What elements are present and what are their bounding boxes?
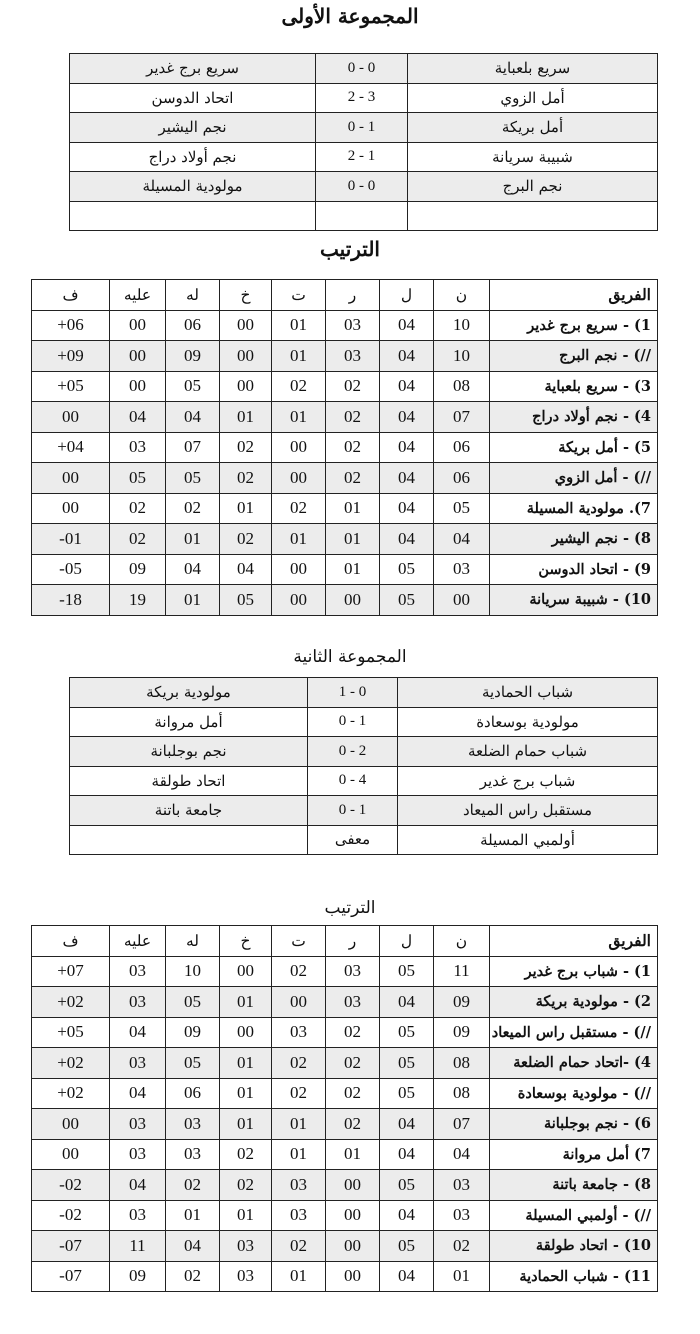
group2-standings-title: الترتيب [324,898,376,918]
standings-cell-lah: 09 [166,1017,220,1048]
standings-cell-lah: 04 [166,1231,220,1262]
standings-cell-f: 05- [32,554,110,585]
standings-cell-team: 4) - نجم أولاد دراج [490,402,658,433]
match-row [70,113,658,143]
match-row [70,678,658,708]
standings-cell-n: 01 [434,1261,490,1292]
standings-header-cell: ن [434,280,490,311]
match-score [316,201,408,231]
standings-cell-n: 09 [434,1017,490,1048]
standings-cell-alayh: 03 [110,1109,166,1140]
standings-cell-team: 5) - أمل بريكة [490,432,658,463]
standings-cell-n: 06 [434,463,490,494]
standings-cell-f: 06+ [32,310,110,341]
standings-cell-l: 04 [380,493,434,524]
standings-cell-kh: 02 [220,524,272,555]
standings-row [32,585,658,616]
standings-header-cell: ت [272,280,326,311]
match-home: سريع بلعباية [408,54,658,84]
standings-cell-l: 05 [380,1170,434,1201]
standings-cell-f: 04+ [32,432,110,463]
standings-cell-f: 00 [32,1139,110,1170]
match-home [408,201,658,231]
standings-cell-n: 08 [434,371,490,402]
standings-cell-r: 02 [326,1048,380,1079]
standings-cell-f: 07- [32,1231,110,1262]
standings-cell-lah: 01 [166,585,220,616]
standings-cell-lah: 05 [166,463,220,494]
standings-cell-kh: 01 [220,1048,272,1079]
standings-cell-kh: 01 [220,1200,272,1231]
standings-cell-r: 02 [326,463,380,494]
standings-cell-t: 01 [272,341,326,372]
standings-cell-t: 02 [272,956,326,987]
match-home: مستقبل راس الميعاد [398,796,658,826]
standings-cell-kh: 01 [220,1109,272,1140]
match-home: شباب برج غدير [398,766,658,796]
standings-cell-team: //) - مستقبل راس الميعاد [490,1017,658,1048]
standings-cell-t: 02 [272,371,326,402]
match-score: معفى [308,825,398,855]
standings-cell-lah: 05 [166,1048,220,1079]
standings-cell-alayh: 02 [110,524,166,555]
match-away: مولودية المسيلة [70,172,316,202]
standings-cell-n: 06 [434,432,490,463]
standings-cell-r: 01 [326,524,380,555]
standings-cell-r: 03 [326,341,380,372]
standings-cell-l: 05 [380,585,434,616]
standings-cell-r: 00 [326,585,380,616]
standings-cell-alayh: 04 [110,1170,166,1201]
standings-cell-l: 04 [380,341,434,372]
standings-row [32,432,658,463]
standings-cell-r: 02 [326,402,380,433]
standings-cell-alayh: 11 [110,1231,166,1262]
standings-cell-kh: 01 [220,493,272,524]
standings-header-cell: عليه [110,926,166,957]
standings-cell-f: 02- [32,1200,110,1231]
standings-cell-l: 04 [380,310,434,341]
standings-cell-t: 00 [272,432,326,463]
standings-cell-f: 02+ [32,987,110,1018]
group1-matches-table [69,53,658,231]
standings-cell-r: 03 [326,310,380,341]
match-row [70,172,658,202]
standings-header-cell: ر [326,926,380,957]
standings-header-cell: الفريق [490,280,658,311]
standings-cell-f: 02- [32,1170,110,1201]
standings-cell-f: 02+ [32,1078,110,1109]
standings-cell-kh: 05 [220,585,272,616]
standings-cell-t: 01 [272,1261,326,1292]
standings-cell-l: 04 [380,1261,434,1292]
standings-cell-l: 05 [380,956,434,987]
standings-cell-n: 07 [434,402,490,433]
standings-cell-alayh: 04 [110,1017,166,1048]
standings-row [32,1231,658,1262]
standings-cell-f: 02+ [32,1048,110,1079]
standings-cell-r: 00 [326,1261,380,1292]
standings-cell-team: 2) - مولودية بريكة [490,987,658,1018]
standings-header-cell: ل [380,926,434,957]
standings-cell-r: 02 [326,1078,380,1109]
match-row [70,796,658,826]
standings-cell-kh: 02 [220,432,272,463]
standings-row [32,524,658,555]
standings-cell-f: 05+ [32,1017,110,1048]
standings-cell-alayh: 03 [110,1048,166,1079]
standings-cell-n: 09 [434,987,490,1018]
standings-cell-alayh: 03 [110,987,166,1018]
standings-cell-r: 01 [326,1139,380,1170]
standings-cell-team: //) - أمل الزوي [490,463,658,494]
standings-header-cell: ف [32,926,110,957]
standings-cell-t: 02 [272,1231,326,1262]
standings-cell-alayh: 03 [110,432,166,463]
standings-cell-t: 02 [272,493,326,524]
standings-cell-n: 10 [434,341,490,372]
standings-cell-alayh: 03 [110,1139,166,1170]
match-score: 4 - 0 [308,766,398,796]
standings-cell-lah: 04 [166,402,220,433]
group1-title: المجموعة الأولى [281,4,419,28]
match-away: نجم أولاد دراج [70,142,316,172]
standings-cell-team: 1) - سريع برج غدير [490,310,658,341]
group2-matches-table [69,677,658,855]
standings-header-cell: ر [326,280,380,311]
standings-cell-l: 04 [380,1139,434,1170]
standings-cell-l: 04 [380,524,434,555]
standings-cell-lah: 04 [166,554,220,585]
standings-header-cell: خ [220,926,272,957]
standings-cell-t: 01 [272,1139,326,1170]
standings-header-cell: عليه [110,280,166,311]
standings-cell-t: 03 [272,1200,326,1231]
standings-cell-n: 03 [434,1170,490,1201]
match-score: 1 - 2 [316,142,408,172]
standings-cell-lah: 06 [166,310,220,341]
standings-cell-lah: 02 [166,1261,220,1292]
match-score: 0 - 1 [308,678,398,708]
match-score: 1 - 0 [316,113,408,143]
standings-cell-kh: 00 [220,956,272,987]
standings-cell-l: 05 [380,1017,434,1048]
standings-cell-lah: 10 [166,956,220,987]
standings-cell-n: 07 [434,1109,490,1140]
standings-cell-team: 4) -اتحاد حمام الضلعة [490,1048,658,1079]
standings-cell-team: 1) - شباب برج غدير [490,956,658,987]
standings-cell-f: 00 [32,402,110,433]
standings-cell-team: //) - مولودية بوسعادة [490,1078,658,1109]
standings-cell-team: 11) - شباب الحمادية [490,1261,658,1292]
standings-row [32,987,658,1018]
standings-cell-team: 10) - شبيبة سريانة [490,585,658,616]
standings-cell-t: 00 [272,554,326,585]
match-away: جامعة باتنة [70,796,308,826]
standings-cell-f: 09+ [32,341,110,372]
group2-title: المجموعة الثانية [293,647,407,667]
standings-cell-team: //) - أولمبي المسيلة [490,1200,658,1231]
standings-cell-alayh: 04 [110,1078,166,1109]
standings-header-cell: ف [32,280,110,311]
standings-cell-l: 04 [380,432,434,463]
standings-cell-n: 04 [434,1139,490,1170]
standings-cell-lah: 07 [166,432,220,463]
standings-cell-l: 04 [380,987,434,1018]
standings-cell-lah: 01 [166,524,220,555]
match-row [70,766,658,796]
standings-cell-l: 04 [380,1109,434,1140]
standings-cell-t: 01 [272,524,326,555]
standings-row [32,371,658,402]
standings-cell-kh: 01 [220,987,272,1018]
match-away: اتحاد طولقة [70,766,308,796]
standings-cell-r: 00 [326,1170,380,1201]
standings-cell-kh: 00 [220,1017,272,1048]
standings-cell-team: 6) - نجم بوجلبانة [490,1109,658,1140]
standings-cell-l: 04 [380,402,434,433]
standings-header-cell: له [166,280,220,311]
standings-cell-n: 08 [434,1048,490,1079]
standings-cell-t: 01 [272,1109,326,1140]
standings-cell-alayh: 03 [110,956,166,987]
standings-cell-r: 02 [326,1017,380,1048]
standings-cell-l: 05 [380,554,434,585]
standings-cell-n: 05 [434,493,490,524]
standings-cell-f: 18- [32,585,110,616]
standings-cell-t: 02 [272,1078,326,1109]
standings-header-cell: ن [434,926,490,957]
standings-cell-r: 02 [326,371,380,402]
match-row [70,707,658,737]
standings-row [32,1261,658,1292]
standings-cell-f: 00 [32,1109,110,1140]
standings-header-cell: ت [272,926,326,957]
standings-cell-alayh: 09 [110,1261,166,1292]
standings-cell-alayh: 03 [110,1200,166,1231]
standings-header-cell: الفريق [490,926,658,957]
match-row [70,54,658,84]
standings-cell-lah: 03 [166,1109,220,1140]
standings-cell-t: 01 [272,310,326,341]
match-score: 2 - 0 [308,737,398,767]
match-away: أمل مروانة [70,707,308,737]
group2-standings-table [31,925,658,1292]
group1-standings-table [31,279,658,616]
standings-cell-team: 9) - اتحاد الدوسن [490,554,658,585]
standings-cell-t: 00 [272,585,326,616]
standings-cell-kh: 02 [220,1170,272,1201]
standings-cell-lah: 09 [166,341,220,372]
match-home: مولودية بوسعادة [398,707,658,737]
standings-row [32,310,658,341]
standings-cell-n: 08 [434,1078,490,1109]
standings-cell-t: 03 [272,1170,326,1201]
standings-cell-team: 8) - نجم اليشير [490,524,658,555]
match-score: 3 - 2 [316,83,408,113]
standings-cell-f: 07- [32,1261,110,1292]
standings-cell-t: 02 [272,1048,326,1079]
standings-row [32,956,658,987]
standings-cell-kh: 03 [220,1231,272,1262]
standings-header-cell: ل [380,280,434,311]
standings-cell-kh: 02 [220,463,272,494]
standings-cell-kh: 00 [220,310,272,341]
standings-cell-kh: 03 [220,1261,272,1292]
standings-cell-t: 00 [272,987,326,1018]
standings-cell-team: 8) - جامعة باتنة [490,1170,658,1201]
match-row [70,825,658,855]
standings-cell-kh: 04 [220,554,272,585]
standings-cell-n: 00 [434,585,490,616]
standings-cell-r: 00 [326,1200,380,1231]
standings-cell-lah: 01 [166,1200,220,1231]
standings-cell-f: 05+ [32,371,110,402]
match-score: 1 - 0 [308,707,398,737]
standings-row [32,1078,658,1109]
standings-row [32,402,658,433]
standings-row [32,1017,658,1048]
match-home: شباب الحمادية [398,678,658,708]
standings-cell-kh: 02 [220,1139,272,1170]
standings-cell-alayh: 02 [110,493,166,524]
standings-cell-f: 01- [32,524,110,555]
standings-cell-t: 00 [272,463,326,494]
standings-cell-r: 01 [326,554,380,585]
match-away [70,825,308,855]
standings-cell-team: 7). مولودية المسيلة [490,493,658,524]
standings-cell-r: 01 [326,493,380,524]
standings-cell-alayh: 19 [110,585,166,616]
match-away: سريع برج غدير [70,54,316,84]
match-row [70,83,658,113]
standings-cell-kh: 00 [220,371,272,402]
match-row [70,142,658,172]
standings-cell-team: 3) - سريع بلعباية [490,371,658,402]
standings-cell-n: 02 [434,1231,490,1262]
standings-row [32,1048,658,1079]
standings-cell-l: 04 [380,371,434,402]
standings-cell-l: 05 [380,1048,434,1079]
standings-cell-lah: 05 [166,371,220,402]
standings-cell-alayh: 00 [110,310,166,341]
standings-cell-alayh: 04 [110,402,166,433]
standings-cell-kh: 00 [220,341,272,372]
standings-row [32,1170,658,1201]
standings-header-cell: له [166,926,220,957]
match-home: نجم البرج [408,172,658,202]
match-home: أولمبي المسيلة [398,825,658,855]
standings-cell-kh: 01 [220,402,272,433]
match-score: 1 - 0 [308,796,398,826]
standings-header-row [32,280,658,311]
standings-cell-l: 05 [380,1078,434,1109]
standings-cell-team: 10) - اتحاد طولقة [490,1231,658,1262]
standings-cell-l: 04 [380,463,434,494]
standings-cell-team: 7) أمل مروانة [490,1139,658,1170]
standings-header-cell: خ [220,280,272,311]
match-score: 0 - 0 [316,172,408,202]
standings-cell-f: 07+ [32,956,110,987]
standings-cell-n: 11 [434,956,490,987]
standings-header-row [32,926,658,957]
match-home: أمل بريكة [408,113,658,143]
standings-cell-r: 03 [326,956,380,987]
match-away: مولودية بريكة [70,678,308,708]
standings-row [32,463,658,494]
standings-cell-t: 03 [272,1017,326,1048]
standings-cell-alayh: 05 [110,463,166,494]
standings-cell-lah: 06 [166,1078,220,1109]
match-row [70,737,658,767]
standings-cell-team: //) - نجم البرج [490,341,658,372]
match-score: 0 - 0 [316,54,408,84]
standings-cell-f: 00 [32,493,110,524]
standings-cell-lah: 02 [166,493,220,524]
standings-cell-alayh: 00 [110,371,166,402]
match-away: اتحاد الدوسن [70,83,316,113]
standings-cell-n: 10 [434,310,490,341]
match-away [70,201,316,231]
match-home: شباب حمام الضلعة [398,737,658,767]
standings-row [32,554,658,585]
standings-cell-alayh: 00 [110,341,166,372]
match-home: شبيبة سريانة [408,142,658,172]
standings-row [32,493,658,524]
standings-cell-l: 04 [380,1200,434,1231]
standings-row [32,1139,658,1170]
standings-cell-r: 03 [326,987,380,1018]
match-home: أمل الزوي [408,83,658,113]
group1-standings-title: الترتيب [320,237,380,261]
standings-cell-t: 01 [272,402,326,433]
match-row [70,201,658,231]
match-away: نجم اليشير [70,113,316,143]
standings-row [32,1109,658,1140]
standings-cell-r: 02 [326,1109,380,1140]
standings-row [32,341,658,372]
standings-cell-lah: 02 [166,1170,220,1201]
standings-cell-l: 05 [380,1231,434,1262]
standings-cell-alayh: 09 [110,554,166,585]
standings-cell-f: 00 [32,463,110,494]
standings-cell-n: 03 [434,554,490,585]
standings-cell-lah: 03 [166,1139,220,1170]
standings-row [32,1200,658,1231]
standings-cell-n: 04 [434,524,490,555]
standings-cell-lah: 05 [166,987,220,1018]
standings-cell-r: 02 [326,432,380,463]
standings-cell-n: 03 [434,1200,490,1231]
match-away: نجم بوجلبانة [70,737,308,767]
standings-cell-r: 00 [326,1231,380,1262]
standings-cell-kh: 01 [220,1078,272,1109]
